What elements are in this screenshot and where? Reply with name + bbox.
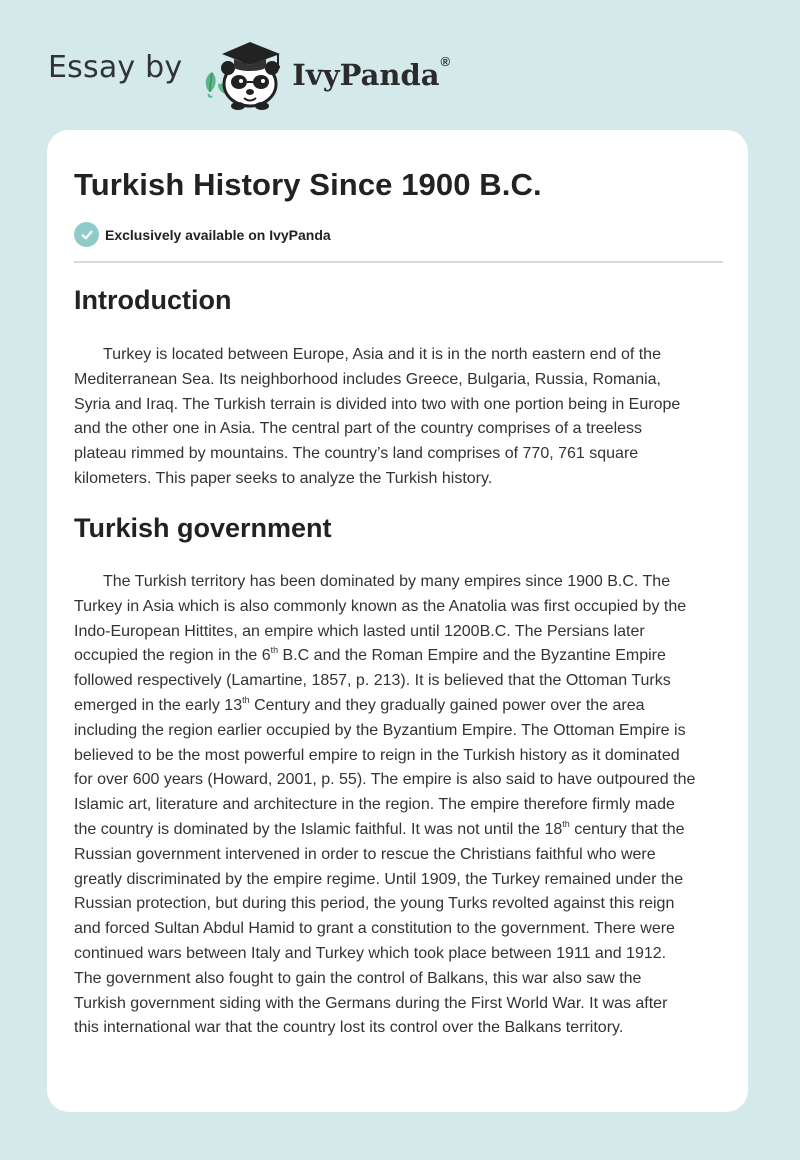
paragraph-line: Turkish government siding with the Germans during the First World War. It was after — [74, 994, 668, 1012]
panda-logo-icon — [200, 32, 286, 110]
paragraph-line: greatly discriminated by the empire regime. Until 1909, the Turkey remained under the — [74, 870, 684, 888]
paragraph-line — [74, 694, 726, 719]
paragraph-line: including the region earlier occupied by the Byzantium Empire. The Ottoman Empire is — [74, 721, 686, 739]
paragraph-line: followed respectively (Lamartine, 1857, p. 213). It is believed that the Ottoman Turks — [74, 672, 671, 690]
line-text: the country is dominated by the Islamic faithful. It was not until the 18 — [74, 820, 563, 838]
brand-prefix: Essay by — [48, 49, 183, 85]
line-text: B.C and the Roman Empire and the Byzantine Empire — [278, 647, 666, 665]
paragraph-line: plateau rimmed by mountains. The country’s land comprises of 770, 761 square — [74, 445, 639, 463]
paragraph-line: The government also fought to gain the control of Balkans, this war also saw the — [74, 969, 642, 987]
brand-name: IvyPanda® — [292, 54, 451, 92]
paragraph-line: and forced Sultan Abdul Hamid to grant a constitution to the government. There were — [74, 920, 675, 938]
ordinal-superscript: th — [270, 645, 279, 656]
ordinal-superscript: th — [242, 694, 250, 705]
paragraph-line: Russian protection, but during this period, the young Turks revolted against this reign — [74, 895, 675, 913]
brand-header[interactable] — [48, 32, 450, 110]
paragraph-line: Turkey is located between Europe, Asia and it is in the north eastern end of the — [103, 346, 661, 363]
paragraph-line: this international war that the country lost its control over the Balkans territory. — [74, 1019, 624, 1037]
paragraph-line: Syria and Iraq. The Turkish terrain is divided into two with one portion being in Europe — [74, 395, 681, 413]
line-text: emerged in the early 13 — [74, 696, 243, 714]
paragraph-line: kilometers. This paper seeks to analyze the Turkish history. — [74, 469, 493, 487]
essay-card — [47, 130, 748, 1112]
paragraph-line: for over 600 years (Howard, 2001, p. 55). The empire is also said to have outpoured the — [74, 771, 696, 789]
section-heading-introduction: Introduction — [74, 285, 232, 315]
paragraph-line: Russian government intervened in order to rescue the Christians faithful who were — [74, 845, 656, 863]
paragraph-line — [74, 644, 726, 669]
line-text: century that the — [569, 820, 685, 838]
badge-label: Exclusively available on IvyPanda — [105, 226, 331, 243]
line-text: occupied the region in the 6 — [74, 647, 271, 665]
introduction-paragraph — [74, 343, 726, 492]
paragraph-line: Turkey in Asia which is also commonly known as the Anatolia was first occupied by the — [74, 597, 687, 615]
government-paragraph — [74, 570, 726, 1041]
section-heading-turkish-government: Turkish government — [74, 513, 332, 543]
check-icon — [74, 222, 99, 247]
paragraph-line: continued wars between Italy and Turkey which took place between 1911 and 1912. — [74, 944, 667, 962]
availability-badge — [74, 222, 331, 247]
paragraph-line: The Turkish territory has been dominated by many empires since 1900 B.C. The — [103, 573, 671, 590]
ordinal-superscript: th — [562, 818, 570, 829]
paragraph-line: Mediterranean Sea. Its neighborhood includes Greece, Bulgaria, Russia, Romania, — [74, 370, 661, 388]
paragraph-line: believed to be the most powerful empire to reign in the Turkish history as it dominated — [74, 746, 680, 764]
paragraph-line: Islamic art, literature and architecture in the region. The empire therefore firmly made — [74, 796, 675, 814]
paragraph-line: Indo-European Hittites, an empire which lasted until 1200B.C. The Persians later — [74, 622, 645, 640]
registered-mark: ® — [440, 54, 451, 69]
paragraph-line: and the other one in Asia. The central part of the country comprises of a treeless — [74, 420, 643, 438]
paragraph-line — [74, 818, 726, 843]
line-text: Century and they gradually gained power over the area — [249, 696, 645, 714]
divider — [74, 261, 723, 263]
page-title: Turkish History Since 1900 B.C. — [74, 167, 542, 202]
